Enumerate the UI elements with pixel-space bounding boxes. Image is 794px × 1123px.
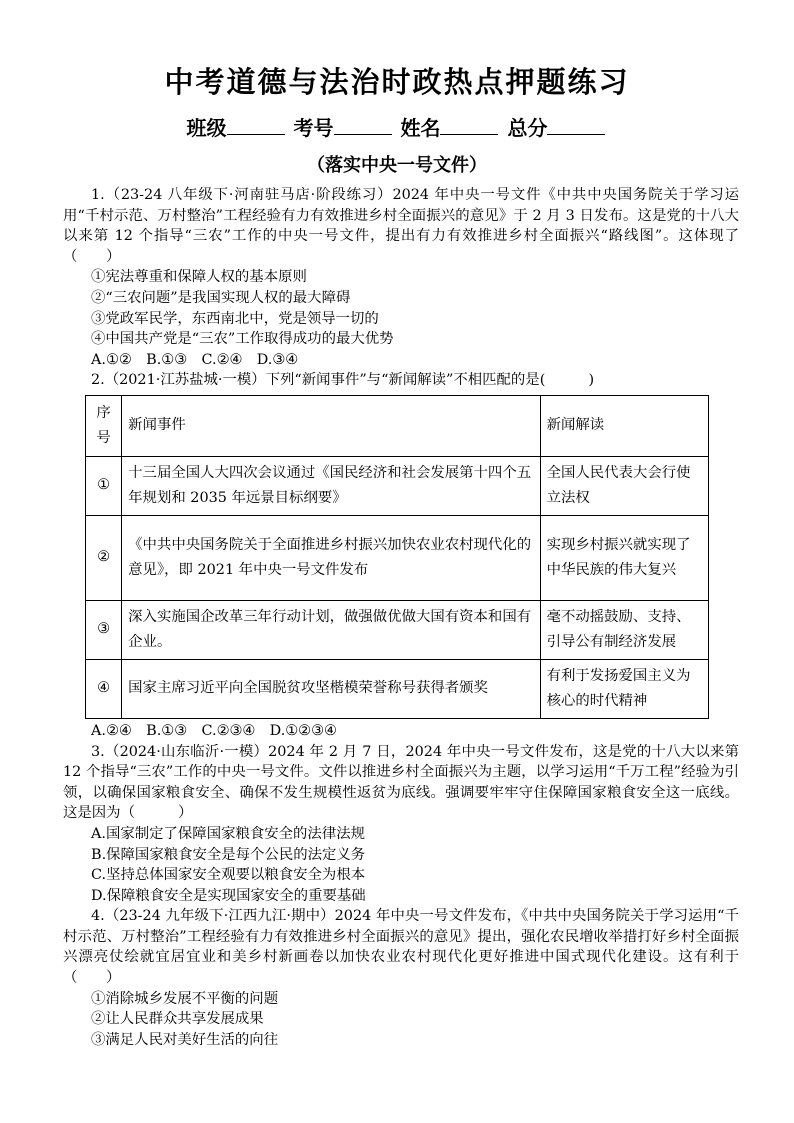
page-title: 中考道德与法治时政热点押题练习	[164, 65, 630, 99]
question-1	[63, 185, 739, 370]
table-cell-event: 国家主席习近平向全国脱贫攻坚楷模荣誉称号获得者颁奖	[122, 659, 540, 718]
question-1-option: ④中国共产党是“三农”工作取得成功的最大优势	[91, 331, 394, 348]
question-2-stem: 2.（2021·江苏盐城·一模）下列“新闻事件”与“新闻解读”不相匹配的是( )	[91, 372, 595, 389]
class-blank[interactable]	[227, 134, 285, 135]
question-3-option: B.保障国家粮食安全是每个公民的法定义务	[91, 846, 366, 863]
page-subtitle: （落实中央一号文件）	[307, 155, 487, 176]
exam-number-blank[interactable]	[334, 134, 392, 135]
news-table	[85, 395, 709, 719]
table-row	[86, 600, 709, 659]
table-cell-event: 《中共中央国务院关于全面推进乡村振兴加快农业农村现代化的意见》，即 2021 年中央一号文件发布	[122, 515, 540, 600]
table-cell-number: ③	[86, 600, 122, 659]
question-4	[63, 906, 739, 1050]
question-3-option: A.国家制定了保障国家粮食安全的法律法规	[91, 825, 365, 842]
table-cell-interpretation: 全国人民代表大会行使立法权	[540, 456, 708, 515]
questions	[63, 185, 739, 1050]
table-cell-interpretation: 实现乡村振兴就实现了中华民族的伟大复兴	[540, 515, 708, 600]
name-blank[interactable]	[440, 134, 498, 135]
table-cell-interpretation: 毫不动摇鼓励、支持、引导公有制经济发展	[540, 600, 708, 659]
question-1-stem: 1.（23-24 八年级下·河南驻马店·阶段练习）2024 年中央一号文件《中共中央国务院关于学习运用“千村示范、万村整治”工程经验有力有效推进乡村全面振兴的意见》于 2 月 3 日发布。这是党的十八大以来第 12 个指导“三农”工作的中央一号文件，提出有力有效推进乡村全面振兴“路线图”。这体现了（ ）	[63, 187, 739, 265]
table-cell-interpretation: 有利于发扬爱国主义为核心的时代精神	[540, 659, 708, 718]
table-header-event: 新闻事件	[122, 395, 540, 456]
table-header-interpretation: 新闻解读	[540, 395, 708, 456]
table-row	[86, 659, 709, 718]
question-4-option: ②让人民群众共享发展成果	[91, 1011, 264, 1028]
total-score-blank[interactable]	[547, 134, 605, 135]
question-3	[63, 742, 739, 907]
class-label: 班级	[186, 116, 227, 140]
question-1-option: ③党政军民学，东西南北中，党是领导一切的	[91, 310, 379, 327]
question-4-option: ③满足人民对美好生活的向往	[91, 1031, 279, 1048]
question-1-answers: A.①② B.①③ C.②④ D.③④	[91, 351, 299, 368]
table-header-row	[86, 395, 709, 456]
exam-number-label: 考号	[293, 116, 334, 140]
table-row	[86, 456, 709, 515]
student-info-line	[0, 112, 794, 141]
table-row	[86, 515, 709, 600]
table-cell-number: ②	[86, 515, 122, 600]
question-3-stem: 3.（2024·山东临沂·一模）2024 年 2 月 7 日，2024 年中央一号文件发布，这是党的十八大以来第 12 个指导“三农”工作的中央一号文件。文件以推进乡村全面振兴为主题，以学习运用“千万工程”经验为引领，以确保国家粮食安全、确保不发生规模性返贫为底线。强调要牢牢守住保障国家粮食安全这一底线。这是因为（ ）	[63, 743, 739, 822]
question-4-stem: 4.（23-24 九年级下·江西九江·期中）2024 年中央一号文件发布，《中共中央国务院关于学习运用“千村示范、万村整治”工程经验有力有效推进乡村全面振兴的意见》提出，强化农民增收举措打好乡村全面振兴漂亮仗绘就宜居宜业和美乡村新画卷以加快农业农村现代化更好推进中国式现代化建设。这有利于（ ）	[63, 908, 739, 987]
question-3-option: C.坚持总体国家安全观要以粮食安全为根本	[91, 867, 366, 884]
question-2-answers: A.②④ B.①③ C.②③④ D.①②③④	[91, 722, 337, 739]
question-3-option: D.保障粮食安全是实现国家安全的重要基础	[91, 887, 366, 904]
table-cell-event: 十三届全国人大四次会议通过《国民经济和社会发展第十四个五年规划和 2035 年远景目标纲要》	[122, 456, 540, 515]
name-label: 姓名	[400, 116, 441, 140]
question-1-option: ②“三农问题”是我国实现人权的最大障碍	[91, 289, 351, 306]
question-4-option: ①消除城乡发展不平衡的问题	[91, 990, 279, 1007]
table-header-number: 序号	[86, 395, 122, 456]
table-cell-event: 深入实施国企改革三年行动计划，做强做优做大国有资本和国有企业。	[122, 600, 540, 659]
question-1-option: ①宪法尊重和保障人权的基本原则	[91, 269, 307, 286]
total-score-label: 总分	[507, 116, 548, 140]
table-cell-number: ④	[86, 659, 122, 718]
question-2	[63, 370, 739, 741]
table-cell-number: ①	[86, 456, 122, 515]
